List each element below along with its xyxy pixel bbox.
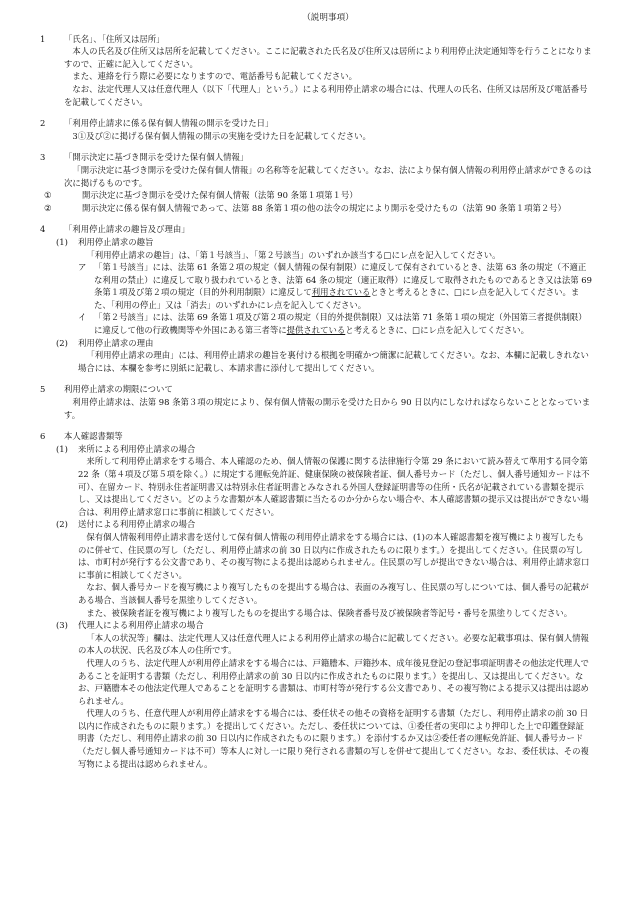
text-run: 「第１号該当」には、法第 61 条第２項の規定（個人情報の保有制限）に違反して保有されているとき、法第 63 条の規定（不適正な利用の禁止）に違反して取り扱われているとき、法第 64 条の規定（適正取得）に違反して取得されたものであるとき又は法第 69 条第１項及び第２項の規定（目的外利用制限）に違反して	[94, 262, 592, 298]
subsection-paragraph: なお、個人番号カードを複写機により複写したものを提出する場合は、表面のみ複写し、住民票の写しについては、個人番号の記載がある場合、当該個人番号を黒塗りしてください。	[78, 582, 589, 605]
section-2-heading	[40, 117, 592, 130]
subsection-title: 来所による利用停止請求の場合	[78, 443, 196, 454]
section-5	[40, 383, 592, 421]
section-1-heading	[40, 33, 592, 46]
section-2-title: 「利用停止請求に係る保有個人情報の開示を受けた日」	[64, 118, 274, 129]
text-run: ときと考えるときに、□にレ点を記入してください。また、「利用の停止」又は「消去」のいずれかにレ点を記入してください。	[94, 287, 580, 310]
section-6-heading	[40, 430, 592, 443]
subsection-paragraph: 代理人のうち、法定代理人が利用停止請求をする場合には、戸籍謄本、戸籍抄本、成年後見登記の登記事項証明書その他法定代理人であることを証明する書類（ただし、利用停止請求の前 30 日以内に作成されたものに限ります。）を提出し、又は提出してください。なお、戸籍謄本その他法定代理人であることを証明する書類は、市町村等が発行する公文書であり、その複写物による提示又は提出は認められません。	[78, 657, 589, 706]
subsection-paragraph: 「本人の状況等」欄は、法定代理人又は任意代理人による利用停止請求の場合に記載してください。必要な記載事項は、保有個人情報の本人の状況、氏名及び本人の住所です。	[78, 632, 589, 656]
list-marker: イ	[78, 312, 87, 323]
subsection-paragraph: また、被保険者証を複写機により複写したものを提出する場合は、保険者番号及び被保険者等記号・番号を黒塗りしてください。	[86, 607, 573, 618]
section-1-title: 「氏名」、「住所又は居所」	[64, 33, 165, 44]
list-marker: ②	[44, 202, 52, 213]
subsection-paragraph: 代理人のうち、任意代理人が利用停止請求をする場合には、委任状その他その資格を証明する書類（ただし、利用停止請求の前 30 日以内に作成されたものに限ります。）を提出してください。ただし、委任状については、①委任者の実印により押印した上で印鑑登録証明書（ただし、利用停止請求の前 30 日以内に作成されたものに限ります。）を添付するか又は②委任者の運転免許証、個人番号カード（ただし個人番号通知カードは不可）等本人に対し一に限り発行される書類の写しを併せて提出してください。なお、委任状は、その複写物による提出は認められません。	[78, 708, 589, 769]
subsection-paragraph: 「利用停止請求の趣旨」は、「第１号該当」、「第２号該当」のいずれか該当する□にレ点を記入してください。	[86, 249, 501, 260]
subsection-paragraph: 「利用停止請求の理由」には、利用停止請求の趣旨を裏付ける根拠を明確かつ簡潔に記載してください。なお、本欄に記載しきれない場合には、本欄を参考に別紙に記載し、本請求書に添付して提出してください。	[78, 350, 589, 373]
section-2	[40, 117, 592, 142]
section-3-heading	[40, 151, 592, 164]
list-marker: ア	[78, 262, 87, 273]
subsection-marker: (2)	[56, 337, 68, 348]
section-6	[40, 430, 592, 770]
subsection-marker: (1)	[56, 236, 68, 247]
subsection-title: 利用停止請求の理由	[78, 337, 154, 348]
list-item	[64, 311, 592, 336]
section-4-heading	[40, 223, 592, 236]
section-5-number: 5	[40, 384, 46, 395]
section-6-title: 本人確認書類等	[64, 431, 123, 442]
section-3-title: 「開示決定に基づき開示を受けた保有個人情報」	[64, 152, 249, 163]
section-5-title: 利用停止請求の期限について	[64, 384, 173, 395]
underlined-text: 利用されている	[311, 287, 371, 298]
subsection-marker: (3)	[56, 620, 68, 631]
list-item	[64, 261, 592, 311]
subsection-heading	[56, 443, 592, 456]
section-1-paragraph: また、連絡を行う際に必要になりますので、電話番号も記載してください。	[72, 71, 357, 82]
subsection-paragraph: 保有個人情報利用停止請求書を送付して保有個人情報の利用停止請求をする場合には、(1)の本人確認書類を複写機により複写したものに併せて、住民票の写し（ただし、利用停止請求の前 30 日以内に作成されたものに限ります。）を提出してください。住民票の写しは、市町村が発行する公文書であり、その複写物による提出は認められません。住民票の写しが提出できない場合は、利用停止請求窓口に事前に相談してください。	[78, 531, 590, 580]
subsection-heading	[56, 337, 592, 350]
section-4	[40, 223, 592, 374]
section-4-number: 4	[40, 224, 46, 235]
subsection-title: 利用停止請求の趣旨	[78, 236, 154, 247]
text-run: と考えるときに、□にレ点を記入してください。	[345, 325, 530, 336]
subsection-marker: (1)	[56, 443, 68, 454]
section-5-paragraph: 利用停止請求は、法第 98 条第３項の規定により、保有個人情報の開示を受けた日から 90 日以内にしなければならないこととなっています。	[64, 397, 591, 420]
section-2-paragraph: 3①及び②に掲げる保有個人情報の開示の実施を受けた日を記載してください。	[72, 130, 371, 141]
section-3-paragraph: 「開示決定に基づき開示を受けた保有個人情報」の名称等を記載してください。なお、法により保有個人情報の利用停止請求ができるのは次に掲げるものです。	[64, 164, 592, 188]
underlined-text: 提供されている	[286, 325, 346, 336]
page-title: （説明事項）	[302, 13, 354, 23]
subsection-heading	[56, 236, 592, 249]
section-4-title: 「利用停止請求の趣旨及び理由」	[64, 224, 190, 235]
section-1	[40, 33, 592, 109]
section-1-number: 1	[40, 33, 46, 44]
section-3-number: 3	[40, 152, 46, 163]
list-item-text	[94, 312, 587, 335]
subsection-heading	[56, 518, 592, 531]
section-6-number: 6	[40, 431, 46, 442]
section-1-paragraph: 本人の氏名及び住所又は居所を記載してください。ここに記載された氏名及び住所又は居所により利用停止決定通知等を行うことになりますので、正確に記入してください。	[64, 46, 592, 69]
subsection-title: 代理人による利用停止請求の場合	[78, 620, 204, 631]
list-marker: ①	[44, 190, 52, 201]
subsection-marker: (2)	[56, 519, 68, 530]
list-item-text: 開示決定に基づき開示を受けた保有個人情報（法第 90 条第１項第１号）	[82, 190, 358, 201]
section-1-paragraph: なお、法定代理人又は任意代理人（以下「代理人」という。）による利用停止請求の場合には、代理人の氏名、住所又は居所及び電話番号を記載してください。	[64, 83, 588, 107]
section-5-heading	[40, 383, 592, 396]
text-run: 「第２号該当」には、法第 69 条第１項及び第２項の規定（目的外提供制限）又は法第 71 条第１項の規定（外国第三者提供制限）に違反して他の行政機関等や外国にある第三者等に	[94, 312, 587, 336]
section-2-number: 2	[40, 118, 46, 129]
list-item	[44, 189, 592, 202]
subsection-heading	[56, 619, 592, 632]
subsection-title: 送付による利用停止請求の場合	[78, 519, 196, 530]
list-item-text: 開示決定に係る保有個人情報であって、法第 88 条第１項の他の法令の規定により開示を受けたもの（法第 90 条第１項第２号）	[82, 202, 566, 213]
list-item	[44, 202, 592, 215]
list-item-text	[94, 262, 592, 310]
section-3	[40, 151, 592, 214]
subsection-paragraph: 来所して利用停止請求をする場合、本人確認のため、個人情報の保護に関する法律施行令第 29 条において読み替えて準用する同令第 22 条（第４項及び第５項を除く。）に規定する運転免許証、健康保険の被保険者証、個人番号カード（ただし、個人番号通知カードは不可）、在留カード、特別永住者証明書又は特別永住者証明書とみなされる外国人登録証明書等の住所・氏名が記載されている書類を提示し、又は提出してください。どのような書類が本人確認書類に当たるのか分からない場合や、本人確認書類の提示又は提出ができない場合は、利用停止請求窓口に事前に相談してください。	[78, 456, 590, 517]
